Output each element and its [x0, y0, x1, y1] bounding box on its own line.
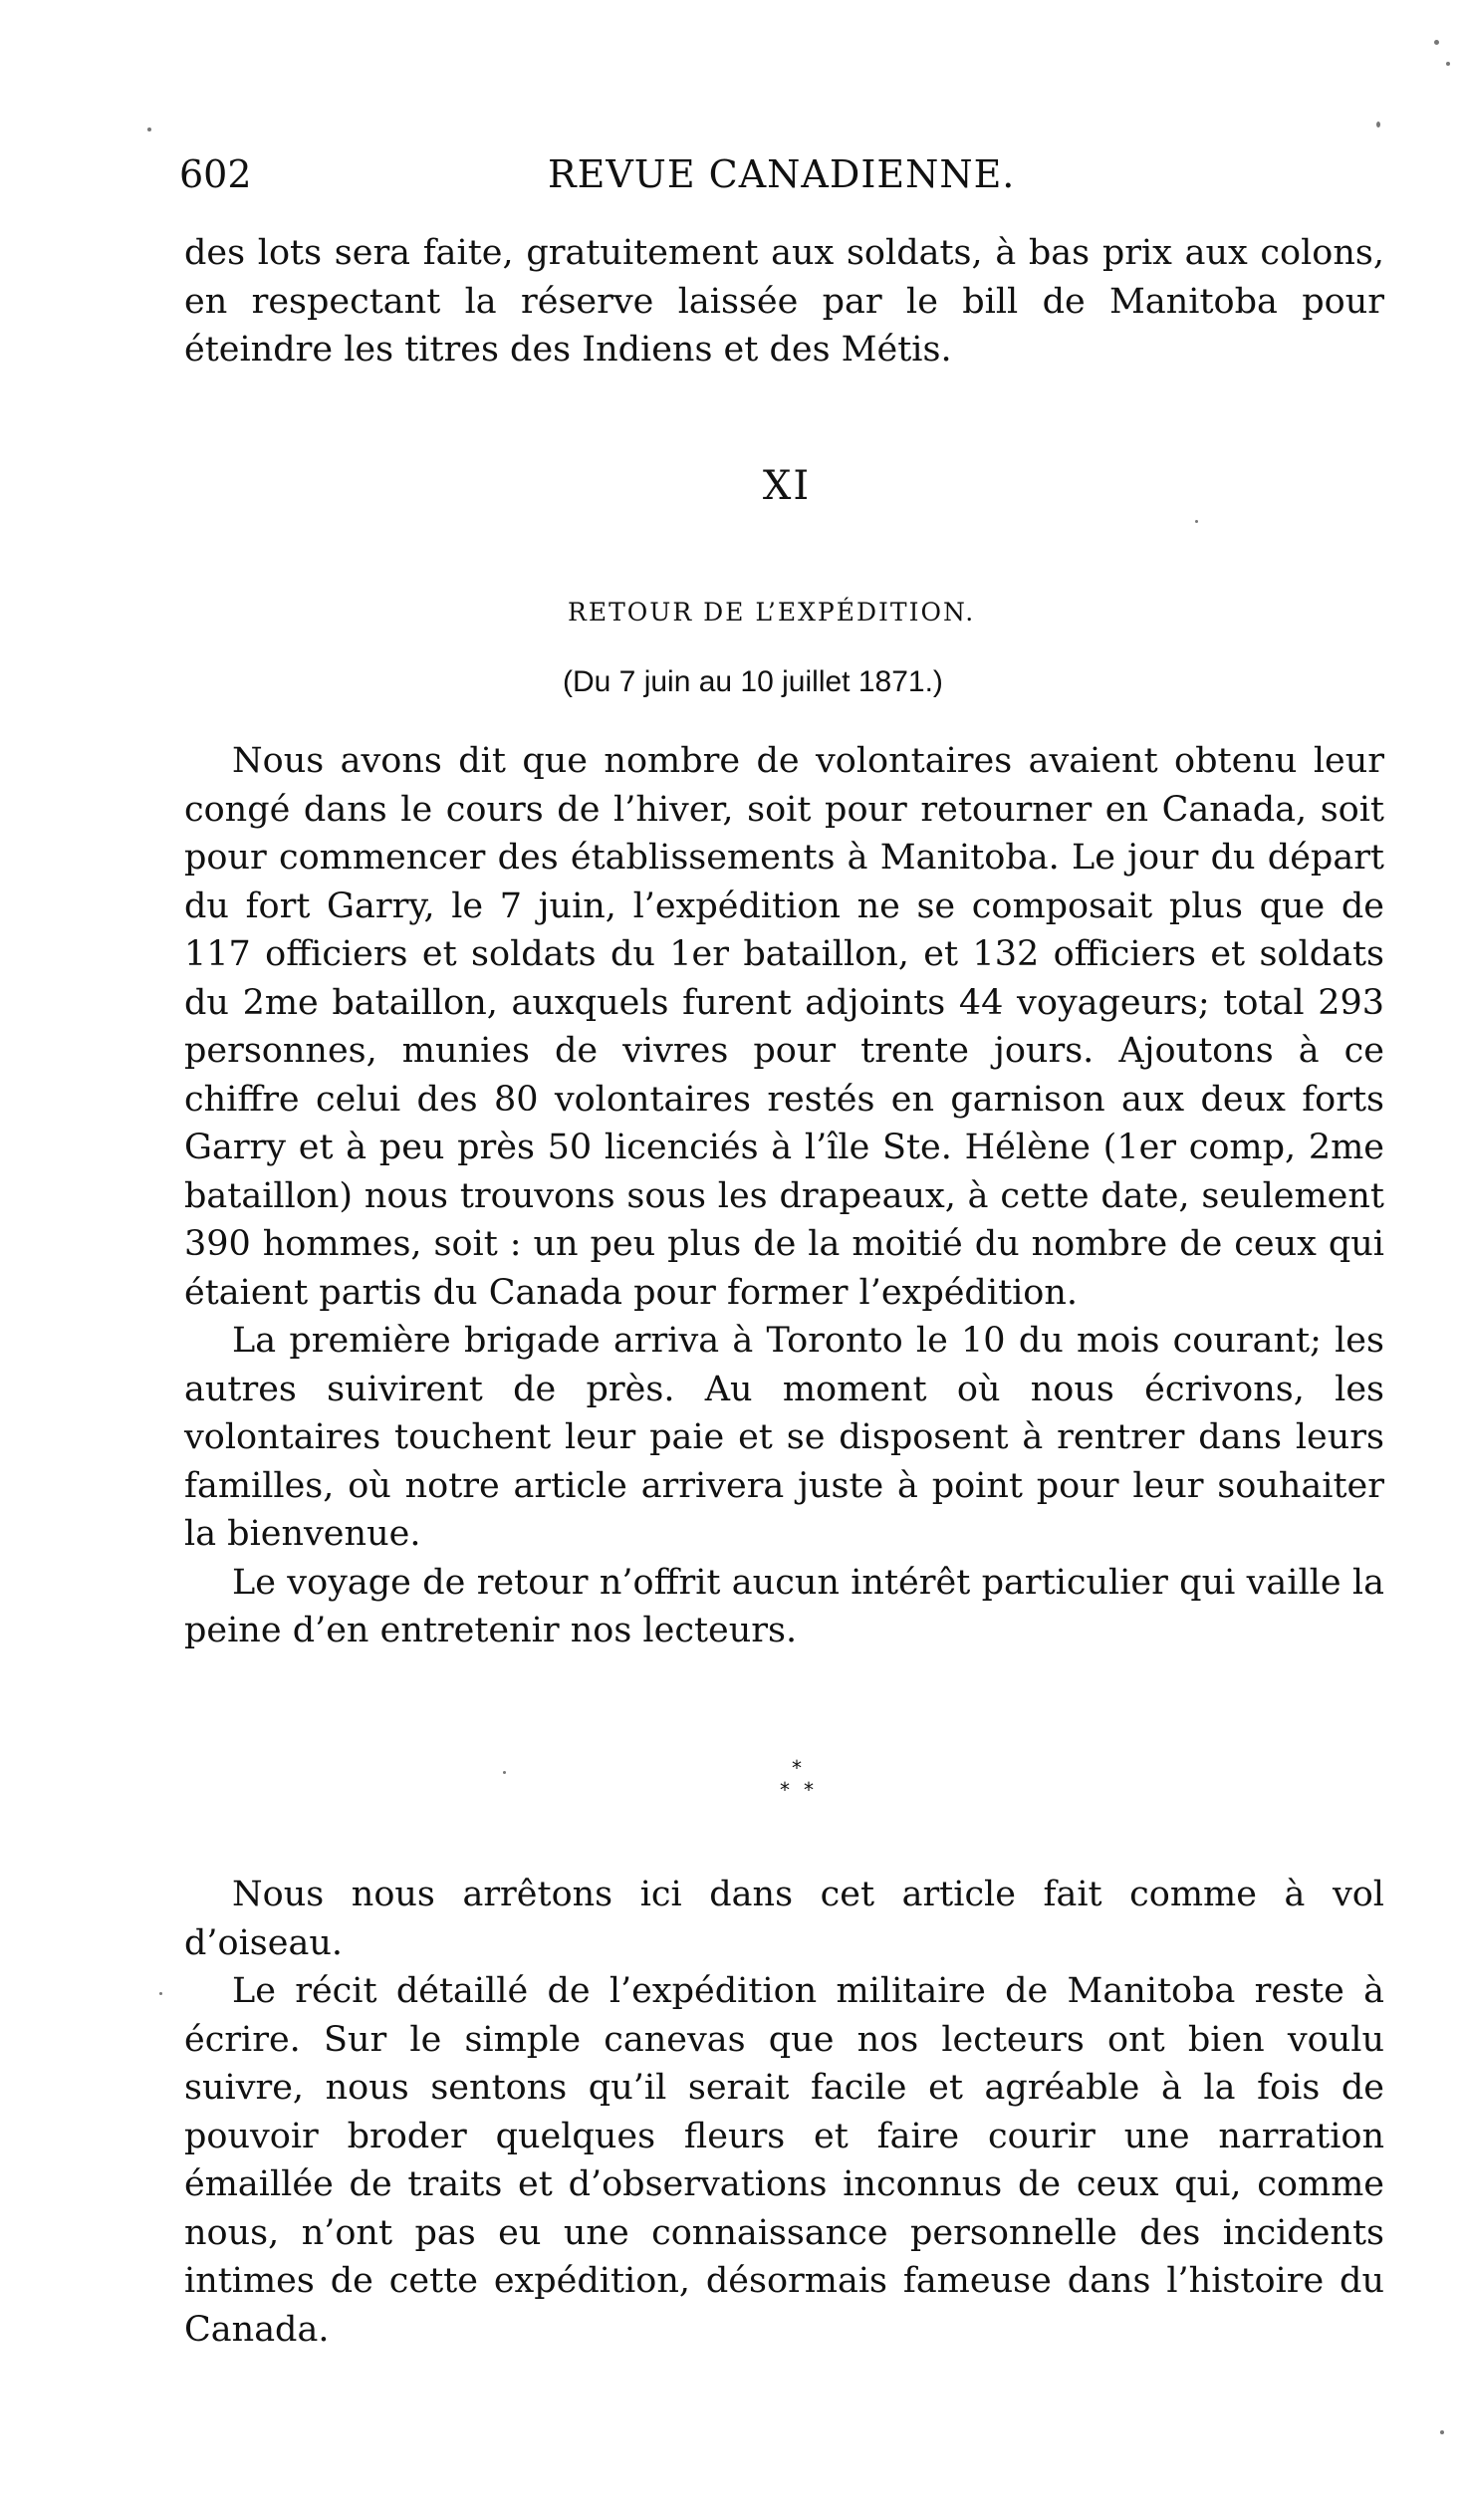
paragraph-return-voyage: Le voyage de retour n’offrit aucun intérêt particulier qui vaille la peine d’en entretenir nos lecteurs.	[184, 1562, 1384, 1650]
closing-text-block	[184, 1871, 1384, 2354]
print-speck	[1434, 40, 1439, 45]
chapter-title: RETOUR DE L’EXPÉDITION.	[568, 598, 976, 627]
page-number: 602	[179, 152, 252, 196]
print-speck	[1440, 2430, 1444, 2434]
print-speck	[1376, 122, 1380, 127]
running-head	[179, 149, 1389, 199]
print-speck	[147, 127, 151, 131]
chapter-dates: (Du 7 juin au 10 juillet 1871.)	[563, 665, 943, 698]
paragraph-troop-count: Nous avons dit que nombre de volontaires avaient obtenu leur congé dans le cours de l’hiver, soit pour retourner en Canada, soit pour commencer des établissements à Manitoba. Le jour du départ du fort Garry, le 7 juin, l’expédition ne se composait plus que de 117 officiers et soldats du 1er bataillon, et 132 officiers et soldats du 2me bataillon, auxquels furent adjoints 44 voyageurs; total 293 personnes, munies de vivres pour trente jours. Ajoutons à ce chiffre celui des 80 volontaires restés en garnison aux deux forts Garry et à peu près 50 licenciés à l’île Ste. Hélène (1er comp, 2me bataillon) nous trouvons sous les drapeaux, à cette date, seulement 390 hommes, soit : un peu plus de la moitié du nombre de ceux qui étaient partis du Canada pour former l’expédition.	[184, 741, 1384, 1313]
asterism-divider	[767, 1753, 827, 1813]
chapter-number: XI	[762, 463, 812, 509]
opening-text-block	[184, 229, 1384, 375]
print-speck	[159, 1992, 162, 1995]
chapter-text-block	[184, 737, 1384, 1655]
print-speck	[1195, 520, 1198, 523]
print-speck	[503, 1771, 506, 1774]
paragraph-return-toronto: La première brigade arriva à Toronto le 10 du mois courant; les autres suivirent de près. Au moment où nous écrivons, les volontaires touchent leur paie et se disposent à rentrer dans leurs familles, où notre article arrivera juste à point pour leur souhaiter la bienvenue.	[184, 1321, 1384, 1554]
print-speck	[1446, 62, 1450, 66]
paragraph-stopping-here: Nous nous arrêtons ici dans cet article fait comme à vol d’oiseau.	[184, 1875, 1384, 1963]
opening-paragraph: des lots sera faite, gratuitement aux soldats, à bas prix aux colons, en respectant la réserve laissée par le bill de Manitoba pour éteindre les titres des Indiens et des Métis.	[184, 233, 1384, 370]
asterism-star-left: *	[780, 1778, 790, 1802]
paragraph-detailed-account: Le récit détaillé de l’expédition militaire de Manitoba reste à écrire. Sur le simple canevas que nos lecteurs ont bien voulu suivre, nous sentons qu’il serait facile et agréable à la fois de pouvoir broder quelques fleurs et faire courir une narration émaillée de traits et d’observations inconnus de ceux qui, comme nous, n’ont pas eu une connaissance personnelle des incidents intimes de cette expédition, désormais fameuse dans l’histoire du Canada.	[184, 1971, 1384, 2350]
journal-title: REVUE CANADIENNE.	[548, 152, 1016, 196]
asterism-star-top: *	[792, 1756, 802, 1780]
asterism-star-right: *	[804, 1778, 814, 1802]
